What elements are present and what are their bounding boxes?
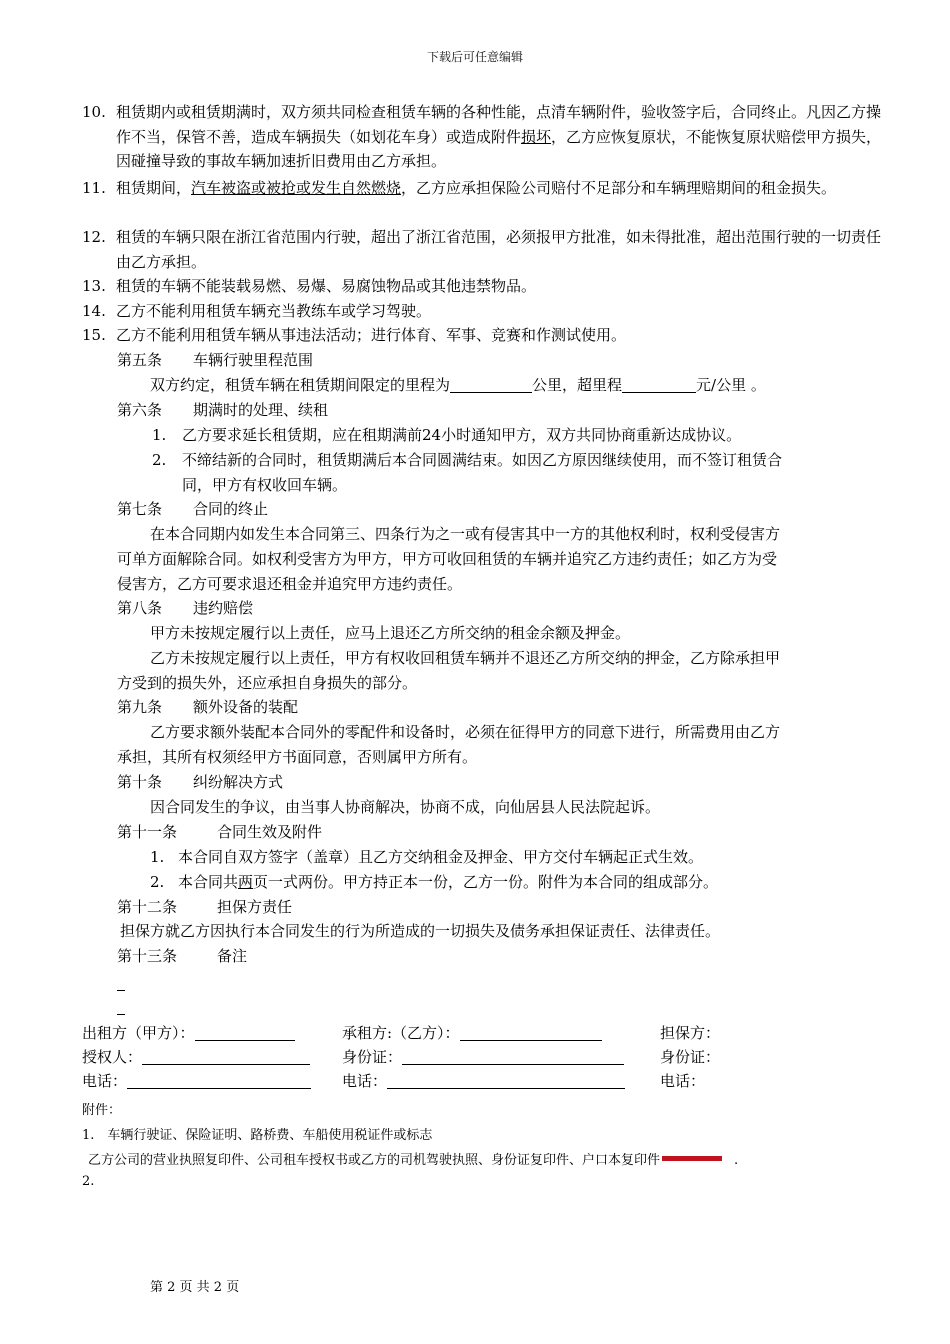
article-9-line-1: 乙方要求额外装配本合同外的零配件和设备时，必须在征得甲方的同意下进行，所需费用由乙方 bbox=[150, 723, 781, 741]
red-highlight-mark bbox=[662, 1156, 722, 1161]
lessor-field[interactable] bbox=[195, 1024, 295, 1041]
article-8-line-1: 甲方未按规定履行以上责任，应马上退还乙方所交纳的租金余额及押金。 bbox=[150, 624, 631, 642]
article-11-item-1: 1. 本合同自双方签字（盖章）且乙方交纳租金及押金、甲方交付车辆起正式生效。 bbox=[150, 848, 704, 866]
lessee-phone-row: 电话： bbox=[342, 1070, 625, 1091]
attachment-2: 2. bbox=[82, 1174, 95, 1189]
clause-number: 11. bbox=[82, 179, 106, 197]
article-12-heading: 第十二条 担保方责任 bbox=[117, 898, 293, 916]
article-13-heading: 第十三条 备注 bbox=[117, 947, 248, 965]
remark-mark-1 bbox=[117, 990, 125, 991]
article-9-heading: 第九条 额外设备的装配 bbox=[117, 698, 299, 716]
attachments-label: 附件： bbox=[82, 1103, 122, 1118]
header-note: 下载后可任意编辑 bbox=[426, 50, 523, 64]
article-10-heading: 第十条 纠纷解决方式 bbox=[117, 773, 284, 791]
excess-rate-blank[interactable] bbox=[622, 376, 696, 393]
article-11-item-2: 2. 本合同共两页一式两份。甲方持正本一份，乙方一份。附件为本合同的组成部分。 bbox=[150, 873, 719, 891]
article-5-text: 双方约定，租赁车辆在租赁期间限定的里程为 公里，超里程 元/公里 。 bbox=[150, 376, 766, 394]
article-8-line-3: 方受到的损失外，还应承担自身损失的部分。 bbox=[117, 674, 418, 692]
lessee-field[interactable] bbox=[460, 1024, 602, 1041]
clause-number: 14. bbox=[82, 302, 106, 320]
clause-15: 15. 乙方不能利用租赁车辆从事违法活动；进行体育、军事、竞赛和作测试使用。 bbox=[82, 323, 882, 348]
underlined-text: 损坏 bbox=[521, 127, 552, 146]
article-12-line-1: 担保方就乙方因执行本合同发生的行为所造成的一切损失及债务承担保证责任、法律责任。 bbox=[120, 922, 721, 940]
article-5-heading: 第五条 车辆行驶里程范围 bbox=[117, 351, 314, 369]
article-8-line-2: 乙方未按规定履行以上责任，甲方有权收回租赁车辆并不退还乙方所交纳的押金，乙方除承担甲 bbox=[150, 649, 781, 667]
article-11-heading: 第十一条 合同生效及附件 bbox=[117, 823, 323, 841]
clause-14: 14. 乙方不能利用租赁车辆充当教练车或学习驾驶。 bbox=[82, 299, 882, 324]
article-7-line-3: 侵害方，乙方可要求退还租金并追究甲方违约责任。 bbox=[117, 575, 463, 593]
article-9-line-2: 承担，其所有权须经甲方书面同意，否则属甲方所有。 bbox=[117, 748, 478, 766]
authorized-field[interactable] bbox=[142, 1048, 310, 1065]
clause-12: 12. 租赁的车辆只限在浙江省范围内行驶，超出了浙江省范围，必须报甲方批准，如未得批准，超出范围行驶的一切责任由乙方承担。 bbox=[82, 225, 882, 274]
clause-number: 10. bbox=[82, 103, 106, 121]
underlined-text: 汽车被盗或被抢或发生自然燃烧 bbox=[191, 179, 402, 197]
page-footer: 第 2 页 共 2 页 bbox=[150, 1280, 240, 1295]
article-6-item-2-cont: 同，甲方有权收回车辆。 bbox=[182, 476, 348, 494]
clause-11: 11. 租赁期间，汽车被盗或被抢或发生自然燃烧，乙方应承担保险公司赔付不足部分和车辆理赔期间的租金损失。 bbox=[82, 176, 882, 201]
authorized-row: 授权人： bbox=[82, 1046, 310, 1067]
article-6-item-1: 1. 乙方要求延长租赁期，应在租期满前24小时通知甲方，双方共同协商重新达成协议。 bbox=[152, 426, 742, 444]
article-8-heading: 第八条 违约赔偿 bbox=[117, 599, 254, 617]
id-card-row: 身份证： bbox=[342, 1046, 624, 1067]
phone-row: 电话： bbox=[82, 1070, 311, 1091]
clause-number: 15. bbox=[82, 326, 106, 344]
id-card-field[interactable] bbox=[402, 1048, 624, 1065]
clause-10: 10. 租赁期内或租赁期满时，双方须共同检查租赁车辆的各种性能，点清车辆附件，验收签字后，合同终止。凡因乙方操作不当，保管不善，造成车辆损失（如划花车身）或造成附件损坏，乙方应恢复原状，不能恢复原状赔偿甲方损失，因碰撞导致的事故车辆加速折旧费用由乙方承担。 bbox=[82, 100, 882, 174]
article-6-item-2: 2. 不缔结新的合同时，租赁期满后本合同圆满结束。如因乙方原因继续使用，而不签订租赁合 bbox=[152, 451, 783, 469]
lessee-phone-field[interactable] bbox=[387, 1072, 625, 1089]
article-7-heading: 第七条 合同的终止 bbox=[117, 500, 269, 518]
article-6-heading: 第六条 期满时的处理、续租 bbox=[117, 401, 329, 419]
lessor-signature-row: 出租方（甲方）： bbox=[82, 1022, 295, 1043]
attachment-1: 1. 车辆行驶证、保险证明、路桥费、车船使用税证件或标志 bbox=[82, 1128, 433, 1143]
guarantor-phone-label: 电话： bbox=[660, 1072, 706, 1090]
guarantor-id-card-label: 身份证： bbox=[660, 1048, 721, 1066]
clause-13: 13. 租赁的车辆不能装载易燃、易爆、易腐蚀物品或其他违禁物品。 bbox=[82, 274, 882, 299]
lessee-signature-row: 承租方:（乙方）： bbox=[342, 1022, 602, 1043]
article-7-line-1: 在本合同期内如发生本合同第三、四条行为之一或有侵害其中一方的其他权利时，权利受侵害方 bbox=[150, 525, 781, 543]
article-7-line-2: 可单方面解除合同。如权利受害方为甲方，甲方可收回租赁的车辆并追究乙方违约责任；如乙方为受 bbox=[117, 550, 778, 568]
clause-number: 13. bbox=[82, 277, 106, 295]
underlined-text: 两 bbox=[238, 873, 254, 891]
phone-field[interactable] bbox=[127, 1072, 311, 1089]
attachment-1-detail: 乙方公司的营业执照复印件、公司租车授权书或乙方的司机驾驶执照、身份证复印件、户口本复印件 . bbox=[88, 1153, 739, 1168]
article-10-line-1: 因合同发生的争议，由当事人协商解决，协商不成，向仙居县人民法院起诉。 bbox=[150, 798, 661, 816]
remark-mark-2 bbox=[117, 1014, 125, 1015]
mileage-blank[interactable] bbox=[450, 376, 532, 393]
guarantor-label: 担保方： bbox=[660, 1024, 721, 1042]
clause-number: 12. bbox=[82, 228, 106, 246]
